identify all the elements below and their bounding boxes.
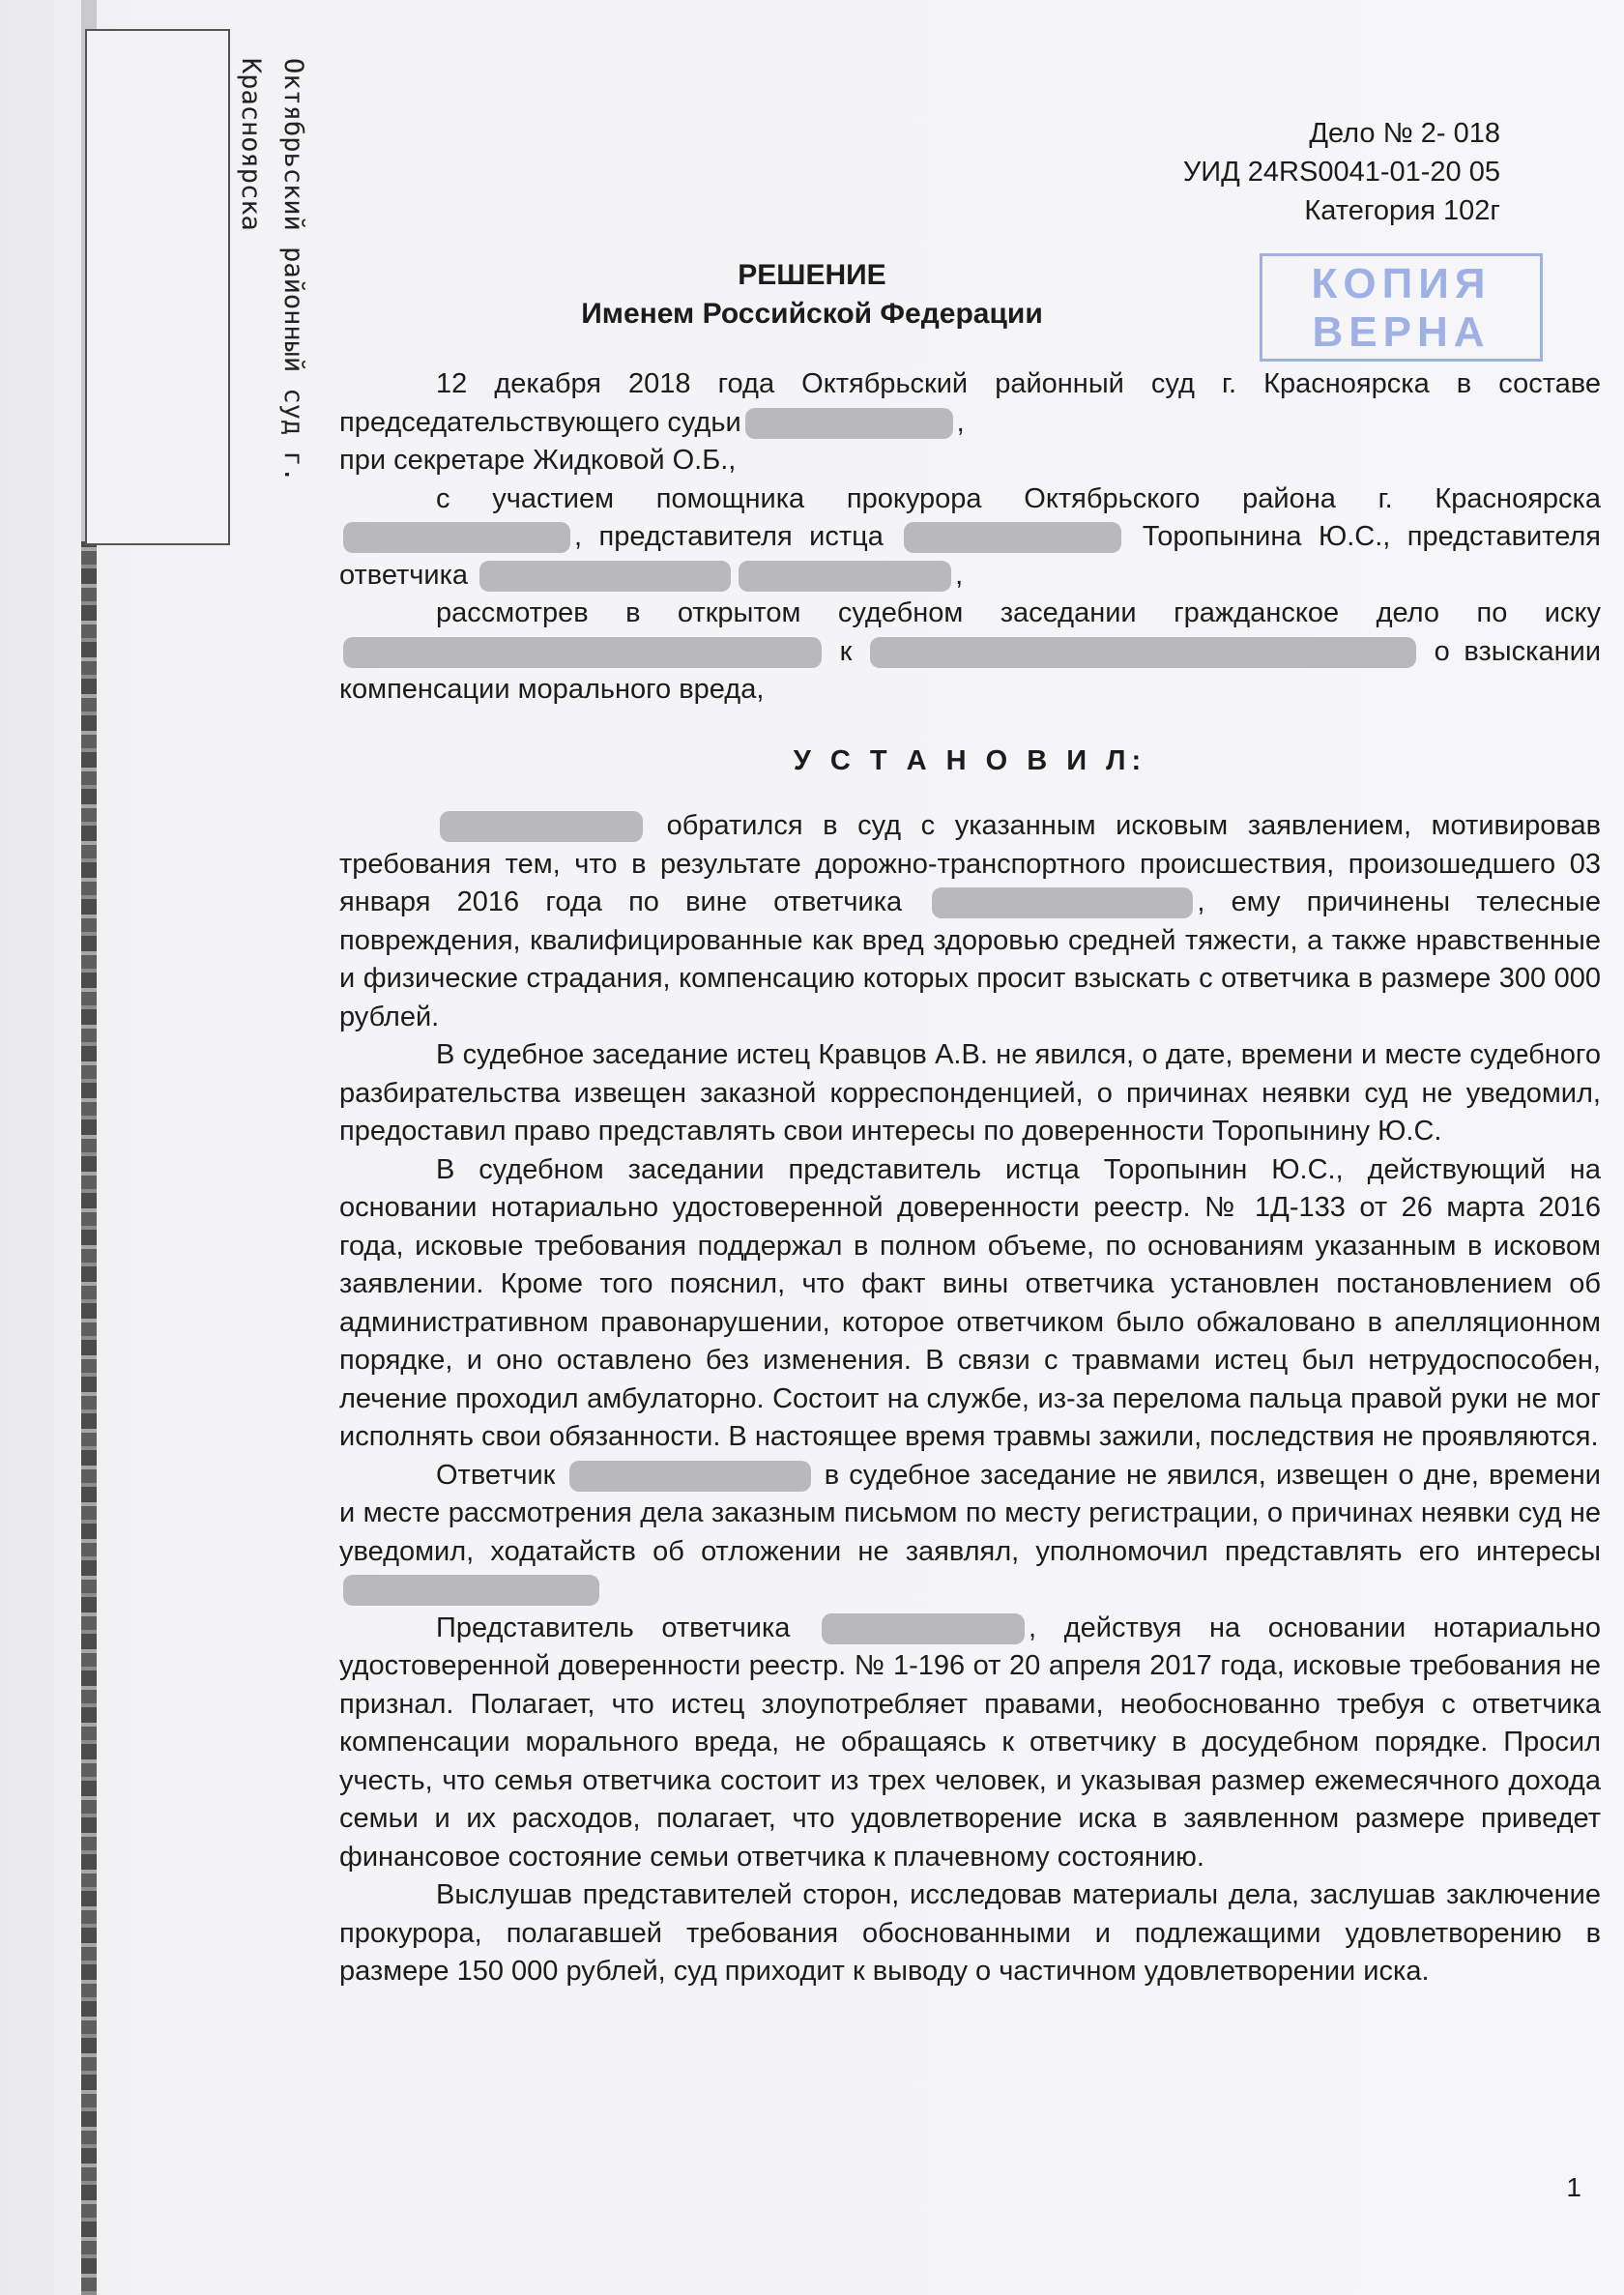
redaction (932, 887, 1193, 918)
case-header (1183, 114, 1500, 230)
redaction (343, 522, 570, 553)
body-paragraph-6: Выслушав представителей сторон, исследовав материалы дела, заслушав заключение прокурора, полагавшей требования обоснованными и подлежащими удовлетворению в размере 150 000 рублей, суд приходит к выводу о частичном удовлетворении иска. (339, 1879, 1601, 1987)
redaction (343, 1575, 599, 1606)
intro-paragraph-2: при секретаре Жидковой О.Б., (339, 445, 737, 476)
redaction (822, 1613, 1025, 1644)
redaction (343, 637, 822, 668)
body-paragraph-1: обратился в суд с указанным исковым заявлением, мотивировав требования тем, что в результате дорожно-транспортного происшествия, произошедшего 03 января 2016 года по вине ответчика , ему причинены телесные повреждения, квалифицированные как вред здоровью средней тяжести, а также нравственные и физические страдания, компенсацию которых просит взыскать с ответчика в размере 300 000 рублей. (339, 810, 1602, 1032)
page-number: 1 (1566, 2172, 1581, 2202)
redaction (904, 522, 1121, 553)
document-subtitle: Именем Российской Федерации (581, 298, 1043, 330)
body-paragraph-5: Представитель ответчика , действуя на основании нотариально удостоверенной доверенности реестр. № 1-196 от 20 апреля 2017 года, исковые требования не признал. Полагает, что истец злоупотребляет правами, необоснованно требуя с ответчика компенсации морального вреда, не обращаясь к ответчику в досудебном порядке. Просил учесть, что семья ответчика состоит из трех человек, и указывая размер ежемесячного дохода семьи и их расходов, полагает, что удовлетворение иска в заявленном размере приведет финансовое состояние семьи ответчика к плачевному состоянию. (339, 1612, 1601, 1873)
copy-stamp-line1: КОПИЯ (1311, 260, 1492, 307)
intro-paragraph-3: с участием помощника прокурора Октябрьского района г. Красноярска , представителя истца Торопынина Ю.С., представителя ответчика , (339, 482, 1601, 591)
intro-paragraph-4: рассмотрев в открытом судебном заседании гражданское дело по иску к о взыскании компенсации морального вреда, (339, 597, 1602, 705)
case-number: Дело № 2- 018 (1309, 118, 1500, 149)
body-paragraph-2: В судебное заседание истец Кравцов А.В. не явился, о дате, времени и месте судебного разбирательства извещен заказной корреспонденцией, о причинах неявки суд не уведомил, предоставил право представлять свои интересы по доверенности Торопынину Ю.С. (339, 1039, 1601, 1147)
margin-stamp-line2: Красноярска (236, 58, 266, 231)
body-paragraph-4: Ответчик в судебное заседание не явился, извещен о дне, времени и месте рассмотрения дела заказным письмом по месту регистрации, о причинах неявки суд не уведомил, ходатайств об отложении не заявлял, уполномочил представлять его интересы (339, 1457, 1601, 1610)
copy-stamp-line2: ВЕРНА (1312, 308, 1491, 356)
document-title: РЕШЕНИЕ (738, 259, 886, 291)
redaction (569, 1461, 811, 1492)
redaction (739, 561, 951, 592)
redaction (440, 811, 643, 842)
redaction (479, 561, 731, 592)
section-heading-established: У С Т А Н О В И Л: (793, 744, 1147, 776)
case-category: Категория 102г (1304, 195, 1500, 226)
intro-paragraph-1: 12 декабря 2018 года Октябрьский районный суд г. Красноярска в составе председательствующего судьи , (339, 368, 1601, 438)
margin-stamp-line1: Октябрьский районный суд г. (278, 58, 308, 482)
document-body (339, 365, 1601, 1991)
redaction (745, 408, 953, 439)
case-uid: УИД 24RS0041-01-20 05 (1182, 157, 1500, 188)
redaction (870, 637, 1416, 668)
body-paragraph-3: В судебном заседании представитель истца Торопынин Ю.С., действующий на основании нотариально удостоверенной доверенности реестр. № 1Д-133 от 26 марта 2016 года, исковые требования поддержал в полном объеме, по основаниям указанным в исковом заявлении. Кроме того пояснил, что факт вины ответчика установлен постановлением об административном правонарушении, которое ответчиком было обжаловано в апелляционном порядке, и оно оставлено без изменения. В связи с травмами истец был нетрудоспособен, лечение проходил амбулаторно. Состоит на службе, из-за перелома пальца правой руки не мог исполнять свои обязанности. В настоящее время травмы зажили, последствия не проявляются. (339, 1153, 1601, 1452)
